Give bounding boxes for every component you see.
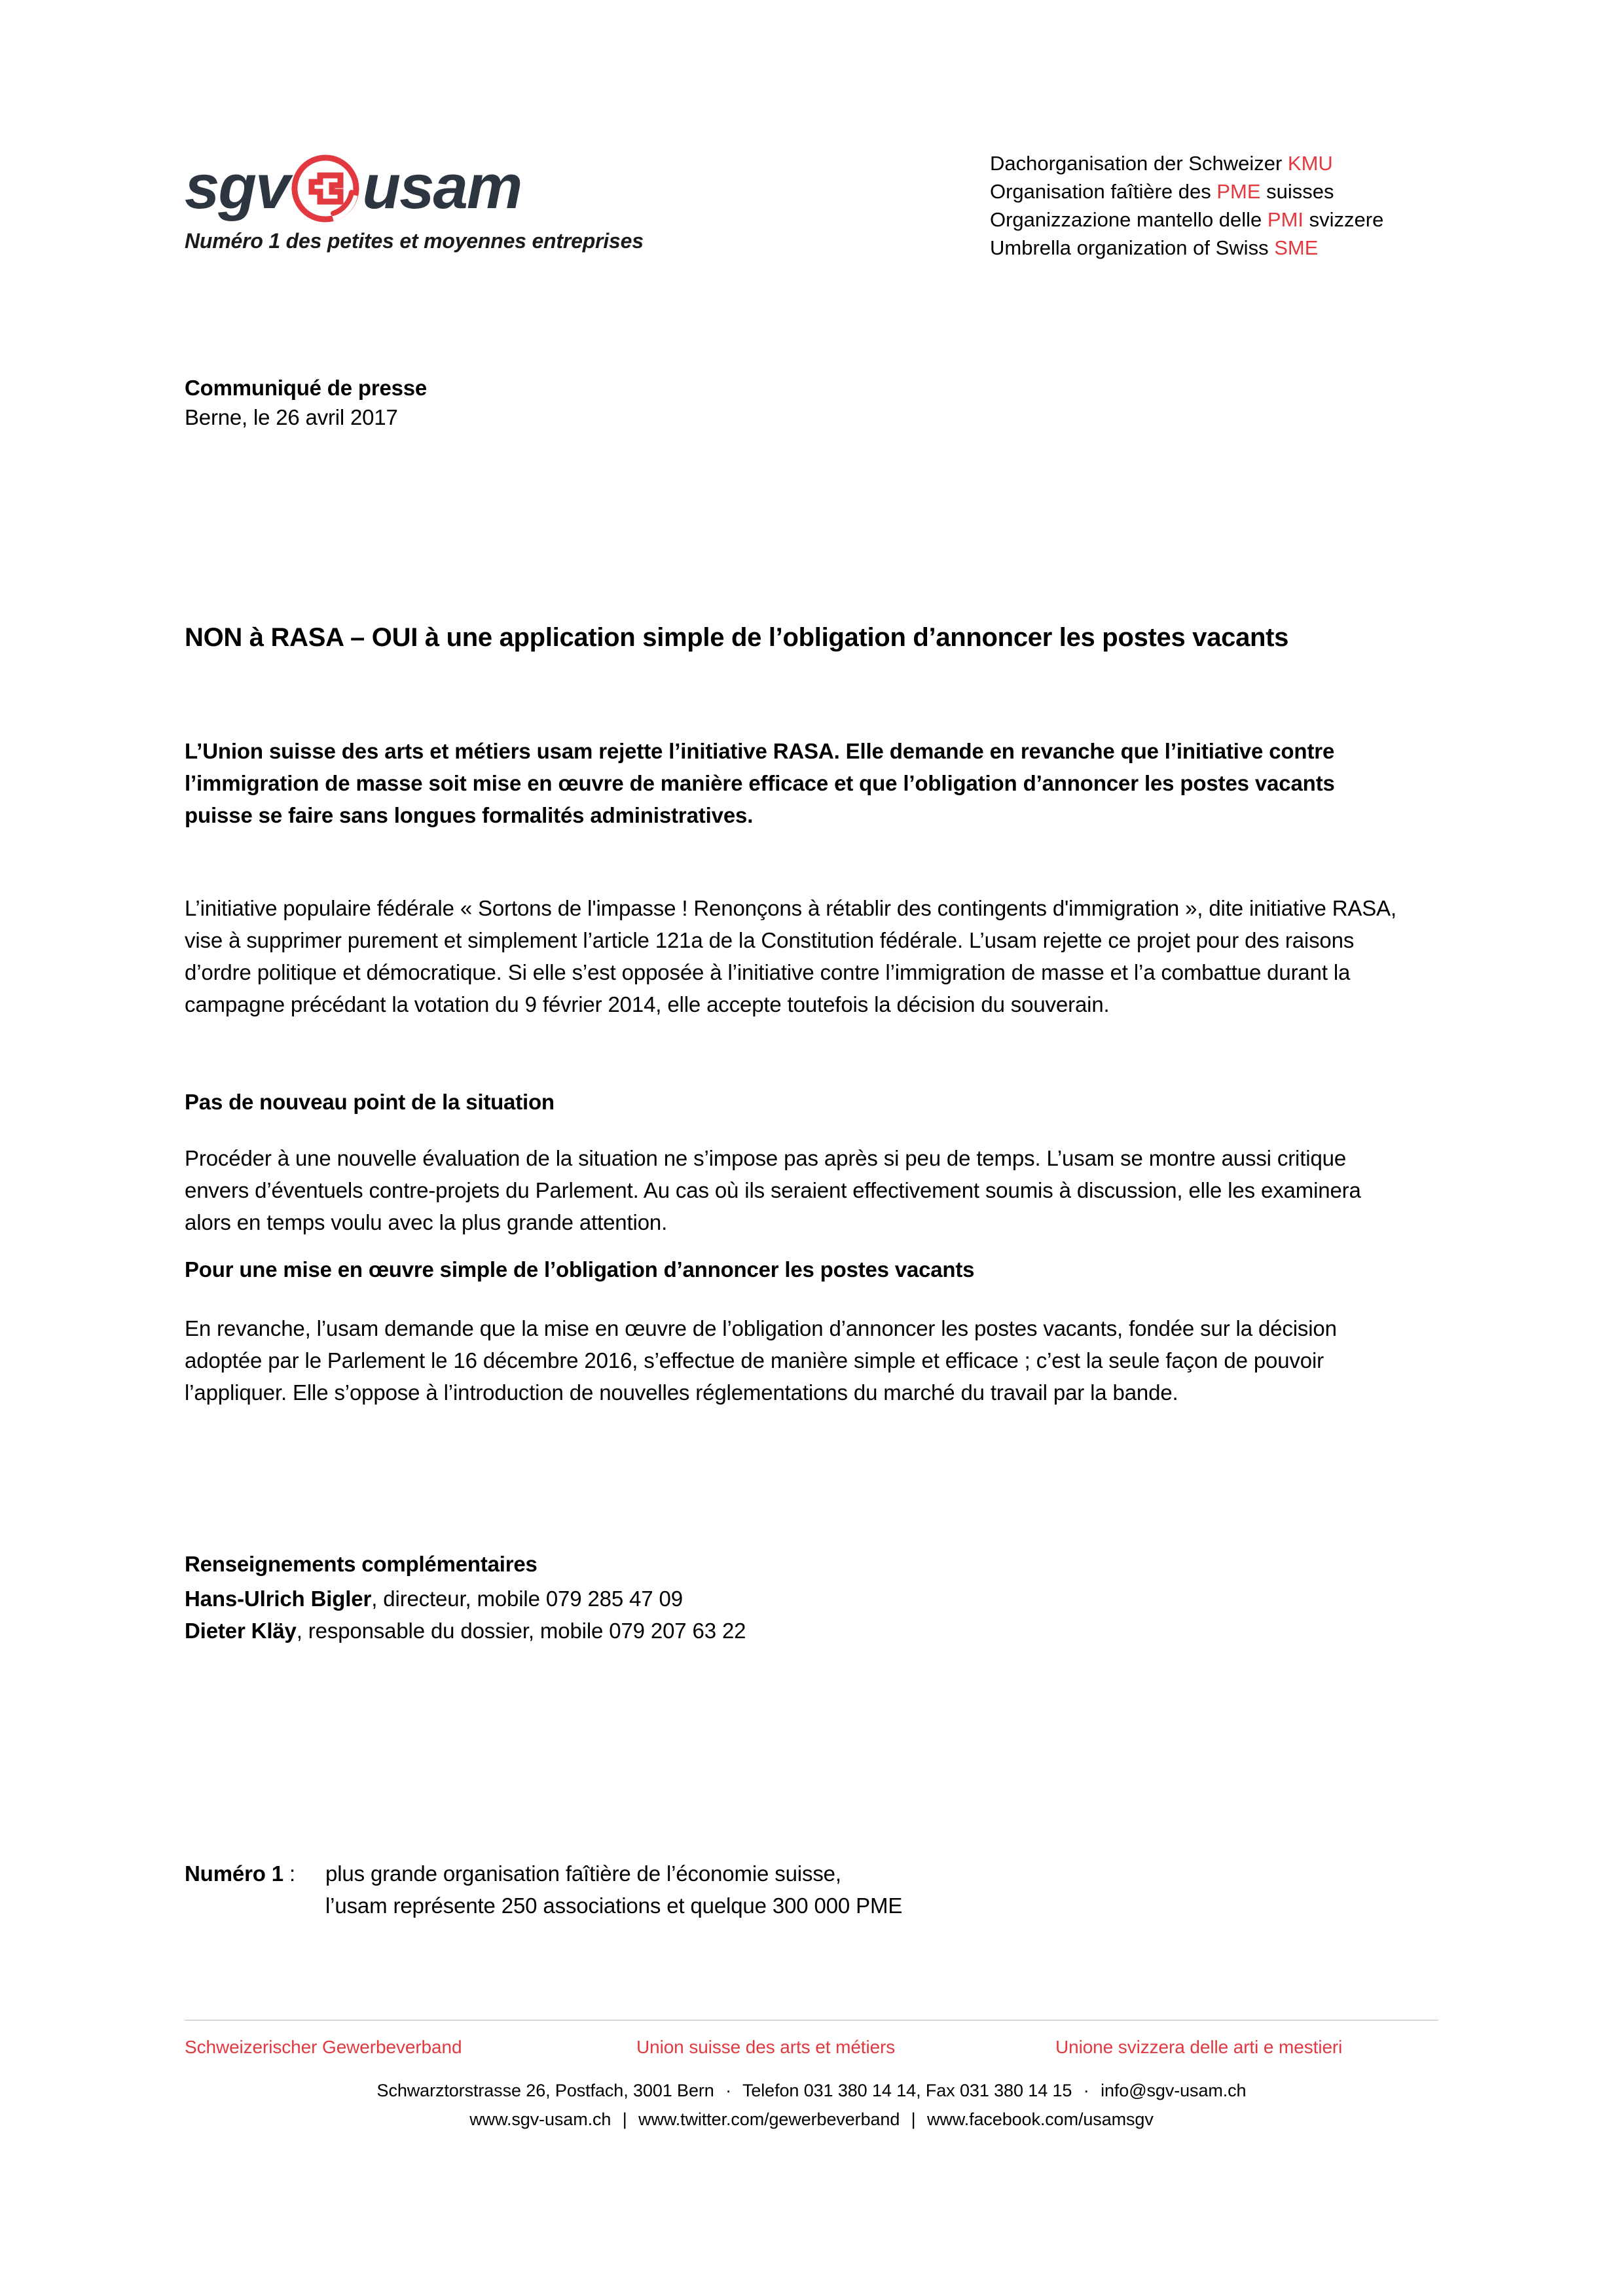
body-paragraph-1: L’initiative populaire fédérale « Sortons de l'impasse ! Renonçons à rétablir des contingents d'immigration », dite initiative RASA, vise à supprimer purement et simplement l’article 121a de la Constitution fédérale. L’usam rejette ce projet pour des raisons d’ordre politique et démocratique. Si elle s’est opposée à l’initiative contre l’immigration de masse et l’a combattue durant la campagne précédant la votation du 9 février 2014, elle accepte toutefois la décision du souverain. (185, 896, 1396, 1016)
section-heading-1: Pas de nouveau point de la situation (185, 1090, 555, 1115)
hl-en-prefix: Umbrella organization of Swiss (990, 236, 1275, 259)
logo-text-sgv: sgv (185, 152, 289, 222)
contact-name: Hans-Ulrich Bigler (185, 1587, 372, 1611)
lead-paragraph: L’Union suisse des arts et métiers usam rejette l’initiative RASA. Elle demande en revanche que l’initiative contre l’immigration de masse soit mise en œuvre de manière efficace et que l’obligation d’annoncer les postes vacants puisse se faire sans longues formalités administratives. (185, 739, 1335, 827)
footer-email[interactable]: info@sgv-usam.ch (1101, 2081, 1247, 2100)
contact-item (185, 1583, 746, 1615)
footer-address: Schwarztorstrasse 26, Postfach, 3001 Bern (376, 2081, 714, 2100)
contacts-heading: Renseignements complémentaires (185, 1552, 538, 1577)
hl-it-accent: PMI (1267, 208, 1304, 231)
hl-de-accent: KMU (1287, 152, 1333, 175)
hl-fr-prefix: Organisation faîtière des (990, 180, 1217, 203)
hl-fr-accent: PME (1216, 180, 1261, 203)
footer-organization-names (185, 2034, 1438, 2060)
footer-name-de: Schweizerischer Gewerbeverband (185, 2037, 462, 2057)
body-paragraph-3: En revanche, l’usam demande que la mise en œuvre de l’obligation d’annoncer les postes vacants, fondée sur la décision adoptée par le Parlement le 16 décembre 2016, s’effectue de manière simple et efficace ; c’est la seule façon de pouvoir l’appliquer. Elle s’oppose à l’introduction de nouvelles réglementations du marché du travail par la bande. (185, 1316, 1337, 1405)
release-kind: Communiqué de presse (185, 376, 428, 400)
footer-contact-line (0, 2077, 1623, 2104)
numero-line-2: l’usam représente 250 associations et quelque 300 000 PME (325, 1893, 903, 1918)
body-paragraph-2: Procéder à une nouvelle évaluation de la situation ne s’impose pas après si peu de temps. L’usam se montre aussi critique envers d’éventuels contre-projets du Parlement. Au cas où ils seraient effectivement soumis à discussion, elle les examinera alors en temps voulu avec la plus grande attention. (185, 1146, 1361, 1234)
release-place-date: Berne, le 26 avril 2017 (185, 405, 398, 429)
footer-website-link[interactable]: www.sgv-usam.ch (469, 2109, 611, 2129)
hl-it-prefix: Organizzazione mantello delle (990, 208, 1267, 231)
contact-item (185, 1615, 746, 1647)
page-title: NON à RASA – OUI à une application simple de l’obligation d’annoncer les postes vacants (185, 622, 1289, 652)
logo-wordmark (185, 152, 644, 223)
hl-fr-suffix: suisses (1260, 180, 1334, 203)
footer-facebook-link[interactable]: www.facebook.com/usamsgv (926, 2109, 1154, 2129)
footer-separator-pipe: | (911, 2109, 916, 2129)
numero-label-text: Numéro 1 (185, 1861, 284, 1886)
footer-separator-dot: · (1083, 2081, 1089, 2100)
header-language-line-fr (990, 177, 1383, 206)
numero-line-1: plus grande organisation faîtière de l’économie suisse, (325, 1861, 841, 1886)
hl-it-suffix: svizzere (1304, 208, 1384, 231)
contact-name: Dieter Kläy (185, 1619, 297, 1643)
footer-twitter-link[interactable]: www.twitter.com/gewerbeverband (638, 2109, 900, 2129)
numero-one-block (185, 1857, 1409, 1922)
logo-tagline: Numéro 1 des petites et moyennes entreprises (185, 229, 644, 253)
numero-colon: : (283, 1861, 296, 1886)
hl-de-prefix: Dachorganisation der Schweizer (990, 152, 1288, 175)
document-header (0, 0, 1623, 281)
footer-separator-pipe: | (622, 2109, 627, 2129)
sgv-usam-emblem-icon (291, 154, 359, 223)
header-language-line-en (990, 234, 1383, 262)
contact-details: , directeur, mobile 079 285 47 09 (371, 1587, 683, 1611)
section-heading-2: Pour une mise en œuvre simple de l’obligation d’annoncer les postes vacants (185, 1257, 975, 1282)
numero-label (185, 1857, 325, 1922)
sgv-usam-logo (185, 152, 644, 253)
hl-en-accent: SME (1274, 236, 1319, 259)
footer-name-it: Unione svizzera delle arti e mestieri (1055, 2037, 1343, 2057)
contacts-list (185, 1583, 746, 1647)
document-meta (185, 373, 1415, 432)
logo-text-usam: usam (362, 152, 522, 222)
header-language-line-it (990, 206, 1383, 234)
header-language-line-de (990, 149, 1383, 177)
footer-separator-dot: · (725, 2081, 732, 2100)
header-language-lines (990, 149, 1383, 262)
footer-links-line (0, 2106, 1623, 2132)
numero-description (325, 1857, 1409, 1922)
footer-phone: Telefon 031 380 14 14, Fax 031 380 14 15 (742, 2081, 1072, 2100)
footer-name-fr: Union suisse des arts et métiers (636, 2037, 896, 2057)
contact-details: , responsable du dossier, mobile 079 207 63 22 (296, 1619, 746, 1643)
